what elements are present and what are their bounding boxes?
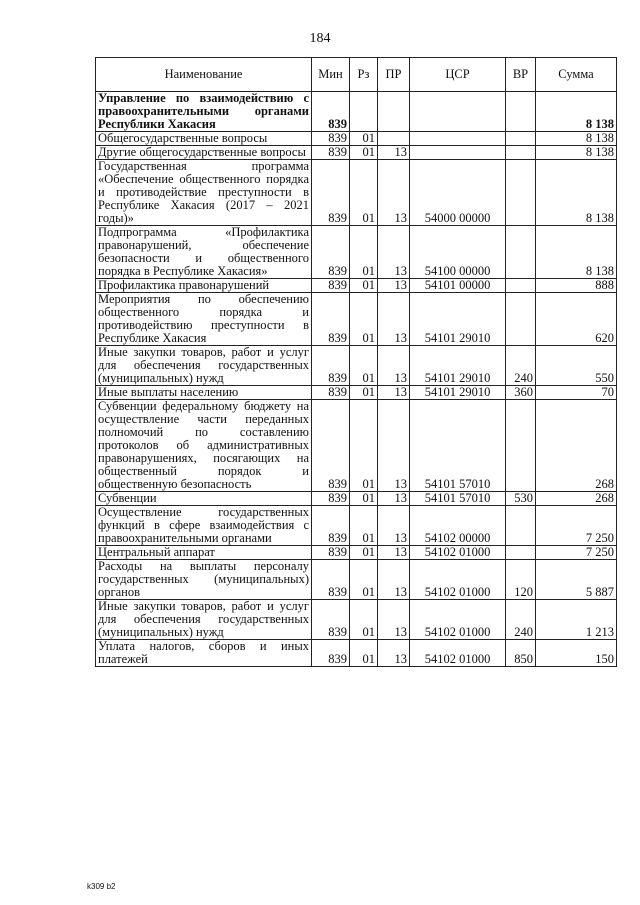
cell-name: Иные выплаты населению [96,386,312,400]
cell-name: Осуществление государственных функций в сфере взаимодействия с правоохранительными органами [96,506,312,546]
cell-csr: 54101 00000 [410,279,506,293]
cell-vr [506,506,536,546]
table-row [96,400,617,492]
cell-min: 839 [312,506,350,546]
table-row [96,160,617,226]
cell-min: 839 [312,546,350,560]
cell-csr: 54102 00000 [410,506,506,546]
header-name: Наименование [96,58,312,92]
cell-name: Центральный аппарат [96,546,312,560]
cell-min: 839 [312,640,350,667]
page-number: 184 [309,31,331,46]
cell-sum: 8 138 [536,132,617,146]
cell-sum: 550 [536,346,617,386]
cell-pr: 13 [378,640,410,667]
cell-vr [506,92,536,132]
cell-min: 839 [312,346,350,386]
cell-vr: 530 [506,492,536,506]
cell-csr: 54102 01000 [410,560,506,600]
cell-csr: 54000 00000 [410,160,506,226]
cell-name: Профилактика правонарушений [96,279,312,293]
cell-name: Иные закупки товаров, работ и услуг для обеспечения государственных (муниципальных) нужд [96,346,312,386]
cell-rz: 01 [350,600,378,640]
cell-name: Иные закупки товаров, работ и услуг для обеспечения государственных (муниципальных) нужд [96,600,312,640]
cell-min: 839 [312,279,350,293]
cell-pr: 13 [378,492,410,506]
table-row [96,492,617,506]
table-row [96,132,617,146]
cell-min: 839 [312,600,350,640]
cell-rz: 01 [350,400,378,492]
cell-min: 839 [312,132,350,146]
cell-sum: 8 138 [536,160,617,226]
table-row [96,146,617,160]
cell-vr: 850 [506,640,536,667]
table-row [96,560,617,600]
header-pr: ПР [378,58,410,92]
cell-csr: 54101 57010 [410,400,506,492]
cell-name: Уплата налогов, сборов и иных платежей [96,640,312,667]
cell-name: Субвенции федеральному бюджету на осуществление части переданных полномочий по составлению протоколов об административных правонарушениях, посягающих на общественный порядок и общественную безопасность [96,400,312,492]
cell-pr: 13 [378,226,410,279]
cell-sum: 5 887 [536,560,617,600]
cell-name: Мероприятия по обеспечению общественного порядка и противодействию преступности в Республике Хакасия [96,293,312,346]
cell-csr: 54102 01000 [410,546,506,560]
cell-csr: 54102 01000 [410,640,506,667]
cell-rz: 01 [350,640,378,667]
cell-sum: 620 [536,293,617,346]
cell-name: Управление по взаимодействию с правоохранительными органами Республики Хакасия [96,92,312,132]
table-row [96,386,617,400]
cell-sum: 8 138 [536,146,617,160]
cell-vr: 360 [506,386,536,400]
cell-rz [350,92,378,132]
cell-rz: 01 [350,546,378,560]
cell-vr [506,293,536,346]
footer-code: k309 b2 [87,882,116,891]
table-row [96,279,617,293]
cell-csr [410,92,506,132]
cell-vr [506,400,536,492]
cell-pr: 13 [378,546,410,560]
cell-sum: 8 138 [536,92,617,132]
cell-name: Общегосударственные вопросы [96,132,312,146]
table-row [96,92,617,132]
table-row [96,506,617,546]
cell-sum: 7 250 [536,506,617,546]
cell-csr: 54100 00000 [410,226,506,279]
cell-min: 839 [312,160,350,226]
cell-csr: 54101 57010 [410,492,506,506]
cell-min: 839 [312,386,350,400]
cell-pr: 13 [378,293,410,346]
cell-rz: 01 [350,279,378,293]
cell-min: 839 [312,293,350,346]
header-csr: ЦСР [410,58,506,92]
table-header-row [96,58,617,92]
header-rz: Рз [350,58,378,92]
table-row [96,600,617,640]
cell-csr: 54102 01000 [410,600,506,640]
cell-min: 839 [312,492,350,506]
cell-sum: 70 [536,386,617,400]
cell-vr [506,146,536,160]
cell-pr [378,132,410,146]
cell-vr: 240 [506,600,536,640]
cell-pr: 13 [378,506,410,546]
cell-sum: 1 213 [536,600,617,640]
cell-vr: 120 [506,560,536,600]
cell-vr: 240 [506,346,536,386]
cell-rz: 01 [350,492,378,506]
cell-min: 839 [312,146,350,160]
cell-csr: 54101 29010 [410,386,506,400]
cell-rz: 01 [350,160,378,226]
cell-sum: 7 250 [536,546,617,560]
cell-csr [410,132,506,146]
cell-min: 839 [312,226,350,279]
cell-csr [410,146,506,160]
table-body [96,92,617,667]
cell-sum: 268 [536,492,617,506]
cell-min: 839 [312,560,350,600]
cell-rz: 01 [350,146,378,160]
budget-table [95,57,617,667]
cell-rz: 01 [350,226,378,279]
cell-rz: 01 [350,132,378,146]
cell-pr: 13 [378,146,410,160]
cell-min: 839 [312,92,350,132]
cell-vr [506,226,536,279]
cell-csr: 54101 29010 [410,346,506,386]
cell-name: Субвенции [96,492,312,506]
table-row [96,226,617,279]
header-sum: Сумма [536,58,617,92]
table-row [96,293,617,346]
cell-rz: 01 [350,560,378,600]
cell-name: Расходы на выплаты персоналу государственных (муниципальных) органов [96,560,312,600]
header-min: Мин [312,58,350,92]
cell-name: Подпрограмма «Профилактика правонарушений, обеспечение безопасности и общественного порядка в Республике Хакасия» [96,226,312,279]
cell-rz: 01 [350,293,378,346]
cell-pr: 13 [378,400,410,492]
cell-sum: 268 [536,400,617,492]
cell-min: 839 [312,400,350,492]
cell-vr [506,160,536,226]
cell-pr: 13 [378,560,410,600]
cell-pr: 13 [378,346,410,386]
cell-pr: 13 [378,600,410,640]
cell-vr [506,132,536,146]
cell-sum: 150 [536,640,617,667]
cell-rz: 01 [350,386,378,400]
cell-rz: 01 [350,506,378,546]
header-vr: ВР [506,58,536,92]
table-row [96,546,617,560]
table-row [96,640,617,667]
table-row [96,346,617,386]
cell-pr: 13 [378,160,410,226]
cell-vr [506,546,536,560]
cell-rz: 01 [350,346,378,386]
cell-sum: 8 138 [536,226,617,279]
cell-sum: 888 [536,279,617,293]
cell-vr [506,279,536,293]
cell-name: Государственная программа «Обеспечение общественного порядка и противодействие преступности в Республике Хакасия (2017 – 2021 годы)» [96,160,312,226]
cell-name: Другие общегосударственные вопросы [96,146,312,160]
cell-pr [378,92,410,132]
cell-pr: 13 [378,279,410,293]
cell-csr: 54101 29010 [410,293,506,346]
cell-pr: 13 [378,386,410,400]
